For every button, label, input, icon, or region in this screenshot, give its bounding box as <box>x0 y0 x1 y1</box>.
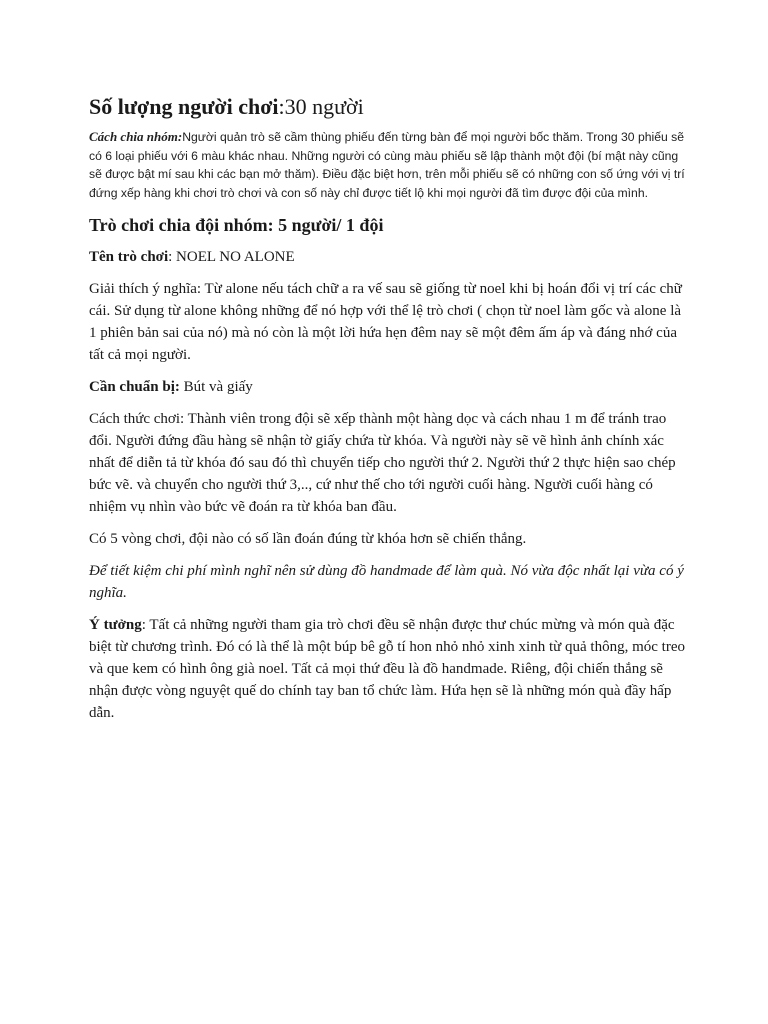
game-name-value: : NOEL NO ALONE <box>168 249 295 266</box>
intro-paragraph <box>89 128 689 202</box>
page-title <box>89 92 689 122</box>
prepare-value: Bút và giấy <box>179 379 253 396</box>
game-name-paragraph <box>89 246 689 268</box>
rounds-paragraph: Có 5 vòng chơi, đội nào có số lần đoán đúng từ khóa hơn sẽ chiến thắng. <box>89 531 527 548</box>
section-heading: Trò chơi chia đội nhóm: 5 người/ 1 đội <box>89 215 384 236</box>
prepare-label: Cần chuẩn bị: <box>89 379 180 396</box>
game-name-label: Tên trò chơi <box>89 249 169 266</box>
intro-text: Người quản trò sẽ cầm thùng phiếu đến từng bàn để mọi người bốc thăm. Trong 30 phiếu sẽ có 6 loại phiếu với 6 màu khác nhau. Những người có cùng màu phiếu sẽ lập thành một đội (bí mật này cũng sẽ được bật mí sau khi các bạn mở thăm). Điều đặc biệt hơn, trên mỗi phiếu sẽ có những con số ứng với vị trí đứng xếp hàng khi chơi trò chơi và con số này chỉ được tiết lộ khi mọi người đã tìm được đội của mình. <box>89 130 685 200</box>
document-page <box>89 92 689 734</box>
savings-paragraph: Để tiết kiệm chi phí mình nghĩ nên sử dùng đồ handmade để làm quà. Nó vừa độc nhất lại vừa có ý nghĩa. <box>89 563 684 602</box>
idea-text: : Tất cả những người tham gia trò chơi đều sẽ nhận được thư chúc mừng và món quà đặc biệt từ chương trình. Đó có là thể là một búp bê gỗ tí hon nhỏ nhỏ xinh xinh từ quả thông, móc treo và que kem có hình ông già noel. Tất cả mọi thứ đều là đồ handmade. Riêng, đội chiến thắng sẽ nhận được vòng nguyệt quế do chính tay ban tổ chức làm. Hứa hẹn sẽ là những món quà đầy hấp dẫn. <box>89 617 685 722</box>
title-bold: Số lượng người chơi <box>89 94 279 119</box>
prepare-paragraph <box>89 376 689 398</box>
idea-label: Ý tưởng <box>89 617 142 634</box>
title-rest: :30 người <box>278 94 364 119</box>
how-to-play-paragraph: Cách thức chơi: Thành viên trong đội sẽ xếp thành một hàng dọc và cách nhau 1 m để tránh trao đổi. Người đứng đầu hàng sẽ nhận tờ giấy chứa từ khóa. Và người này sẽ vẽ hình ảnh chính xác nhất để diễn tả từ khóa đó sau đó thì chuyển tiếp cho người thứ 2. Người thứ 2 thực hiện sao chép bức vẽ. và chuyển cho người thứ 3,.., cứ như thế cho tới người cuối hàng. Người cuối hàng có nhiệm vụ nhìn vào bức vẽ đoán ra từ khóa ban đầu. <box>89 411 676 516</box>
intro-lead: Cách chia nhóm: <box>89 129 183 144</box>
meaning-paragraph: Giải thích ý nghĩa: Từ alone nếu tách chữ a ra vế sau sẽ giống từ noel khi bị hoán đổi vị trí các chữ cái. Sử dụng từ alone không những để nó hợp với thể lệ trò chơi ( chọn từ noel làm gốc và alone là 1 phiên bản sai của nó) mà nó còn là một lời hứa hẹn đêm nay sẽ một đêm ấm áp và đáng nhớ của tất cả mọi người. <box>89 281 682 364</box>
idea-paragraph <box>89 614 689 724</box>
